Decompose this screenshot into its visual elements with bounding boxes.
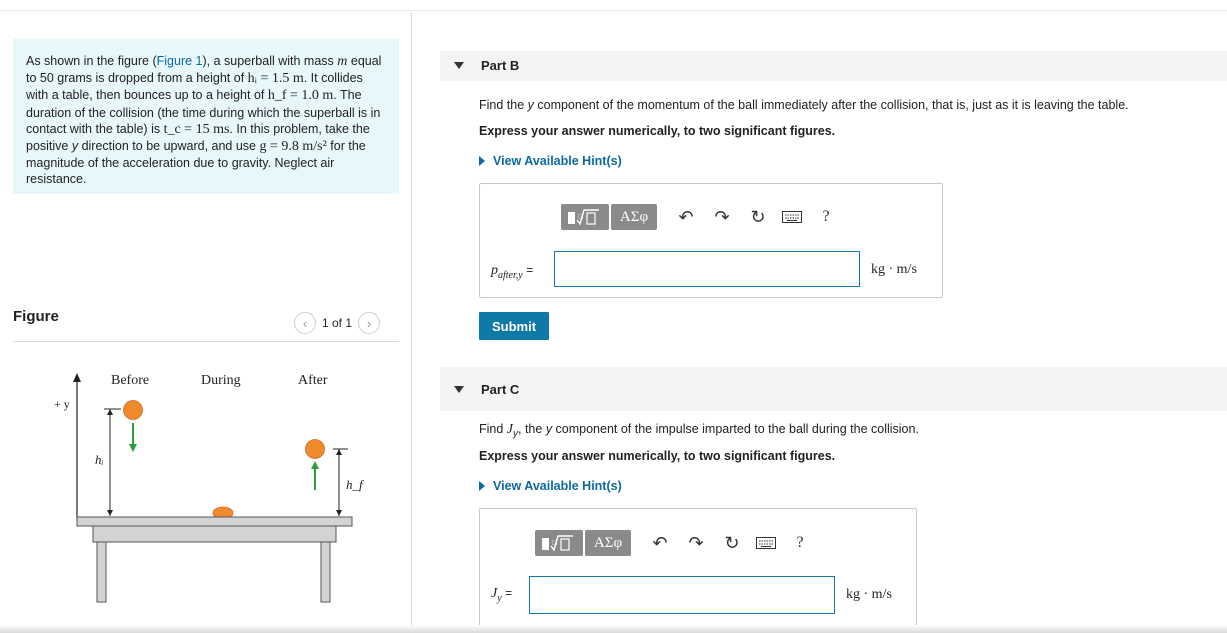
hi-label: hᵢ	[95, 452, 104, 467]
part-c-variable-label: $J_y$ =	[491, 586, 513, 604]
figure-link[interactable]: Figure 1	[156, 54, 203, 68]
hf-arrow-down	[336, 510, 342, 516]
chevron-left-icon[interactable]: ‹	[294, 312, 316, 334]
part-b-prompt: Find the y component of the momentum of the ball immediately after the collision, that is, just as it is leaving the table.	[479, 98, 1129, 112]
ball-after	[306, 440, 325, 459]
hf-arrow-up	[336, 449, 342, 455]
chevron-right-icon[interactable]: ›	[358, 312, 380, 334]
redo-icon[interactable]: ↷	[688, 532, 704, 553]
undo-icon[interactable]: ↶	[652, 532, 668, 553]
keyboard-icon[interactable]	[753, 530, 779, 556]
hi-arrow-up	[107, 409, 113, 415]
greek-letters-icon[interactable]: ΑΣφ	[611, 204, 657, 230]
figure-separator	[13, 341, 399, 342]
part-b-title: Part B	[481, 58, 520, 73]
help-icon[interactable]: ?	[796, 534, 804, 551]
submit-button[interactable]: Submit	[479, 312, 549, 340]
keyboard-glyph	[782, 211, 802, 223]
greek-letters-icon[interactable]: ΑΣφ	[585, 530, 631, 556]
part-b-header[interactable]	[440, 51, 1227, 81]
part-b-hint-link[interactable]: View Available Hint(s)	[479, 154, 622, 168]
column-divider	[411, 12, 412, 633]
part-b-unit: kg · m/s	[871, 262, 917, 277]
plus-y-label: + y	[54, 397, 70, 411]
hf-label: h_f	[346, 477, 363, 492]
part-c-answer-box	[479, 508, 917, 626]
part-c-unit: kg · m/s	[846, 587, 892, 602]
reset-icon[interactable]: ↻	[750, 206, 766, 227]
figure-pager	[294, 312, 380, 334]
templates-glyph	[539, 533, 579, 553]
collapse-triangle-icon[interactable]	[454, 386, 464, 393]
redo-icon[interactable]: ↷	[714, 206, 730, 227]
part-c-toolbar	[535, 530, 813, 556]
caret-right-icon	[479, 481, 485, 491]
part-b-instruction: Express your answer numerically, to two significant figures.	[479, 124, 836, 138]
help-icon[interactable]: ?	[822, 208, 830, 225]
part-c-title: Part C	[481, 382, 520, 397]
part-b-answer-input[interactable]	[554, 251, 860, 287]
undo-icon[interactable]: ↶	[678, 206, 694, 227]
problem-statement	[13, 39, 399, 194]
keyboard-glyph	[756, 537, 776, 549]
table-apron	[93, 526, 336, 542]
templates-icon[interactable]	[561, 204, 609, 230]
templates-glyph	[565, 207, 605, 227]
velocity-arrow-down-head	[129, 444, 137, 452]
svg-text:□: □	[578, 212, 583, 221]
templates-icon[interactable]	[535, 530, 583, 556]
part-b-variable-label: $p_{after,y}$ =	[491, 263, 534, 281]
figure-title: Figure	[13, 308, 59, 325]
y-axis-arrow	[73, 373, 81, 382]
label-after: After	[298, 373, 328, 388]
part-c-hint-link[interactable]: View Available Hint(s)	[479, 479, 622, 493]
svg-text:□: □	[552, 538, 557, 547]
hi-arrow-down	[107, 510, 113, 516]
ball-before	[124, 401, 143, 420]
table-leg-left	[97, 542, 106, 602]
velocity-arrow-up-head	[311, 461, 319, 469]
part-c-header[interactable]	[440, 367, 1227, 411]
label-before: Before	[111, 373, 150, 388]
keyboard-icon[interactable]	[779, 204, 805, 230]
part-c-prompt: Find $J_y$, the y component of the impulse imparted to the ball during the collision.	[479, 422, 919, 440]
reset-icon[interactable]: ↻	[724, 532, 740, 553]
part-b-toolbar	[561, 204, 839, 230]
table-leg-right	[321, 542, 330, 602]
problem-text: As shown in the figure (Figure 1), a superball with mass m equal to 50 grams is dropped from a height of hᵢ = 1.5 m. It collides with a table, then bounces up to a height of h_f = 1.0 m. The duration of the collision (the time during which the superball is in contact with the table) is t_c = 15 ms. In this problem, take the positive y direction to be upward, and use g = 9.8 m/s² for the magnitude of the acceleration due to gravity. Neglect air resistance.	[26, 54, 382, 187]
pager-count: 1 of 1	[322, 316, 353, 330]
part-c-instruction: Express your answer numerically, to two significant figures.	[479, 449, 836, 463]
bottom-edge-shadow	[0, 625, 1227, 633]
top-border	[0, 10, 1227, 11]
table-top	[77, 517, 352, 526]
part-b-answer-box	[479, 183, 943, 298]
caret-right-icon	[479, 156, 485, 166]
label-during: During	[201, 373, 241, 388]
collapse-triangle-icon[interactable]	[454, 62, 464, 69]
part-c-answer-input[interactable]	[529, 576, 835, 614]
figure-diagram	[13, 360, 403, 610]
